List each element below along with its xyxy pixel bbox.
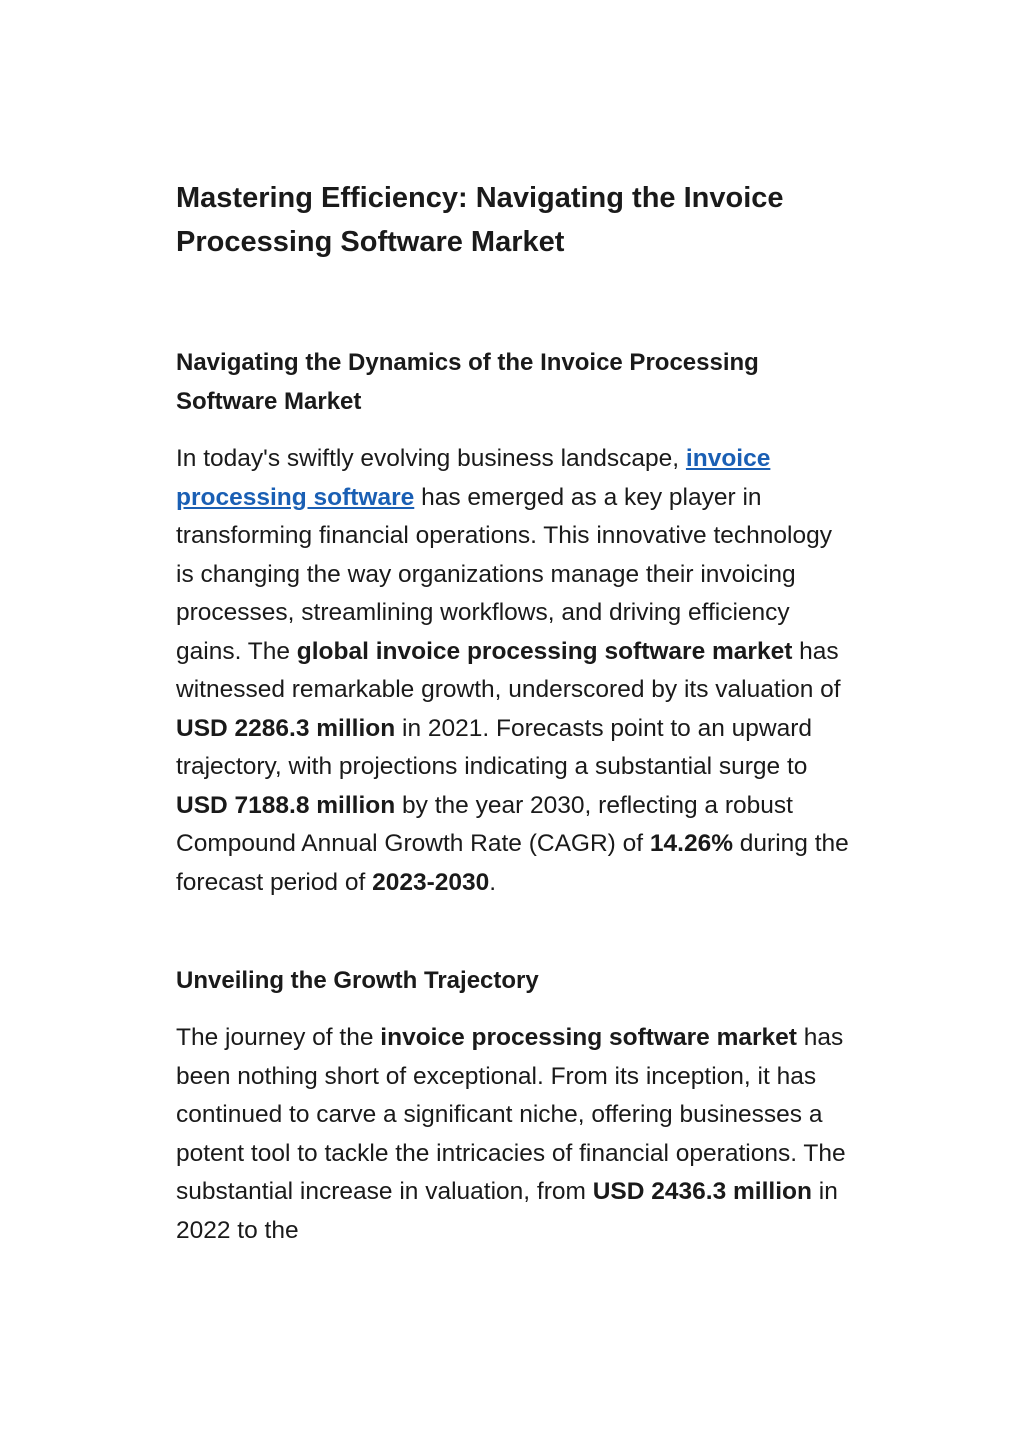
text-run: . [489, 868, 497, 896]
text-run: In today's swiftly evolving business landscape, [176, 445, 686, 472]
bold-market-term: invoice processing software market [380, 1024, 797, 1051]
text-run: during the forecast period of [176, 830, 849, 896]
bold-forecast-period: 2023-2030 [372, 868, 490, 896]
bold-valuation-2021: USD 2286.3 million [176, 714, 396, 742]
text-run: by the year 2030, reflecting a robust Compound Annual Growth Rate (CAGR) of [176, 791, 793, 857]
text-run: has witnessed remarkable growth, underscored by its valuation of [176, 637, 841, 703]
bold-valuation-2030: USD 7188.8 million [176, 791, 396, 819]
document-title: Mastering Efficiency: Navigating the Invoice Processing Software Market [176, 182, 784, 258]
section-heading-growth: Unveiling the Growth Trajectory [176, 967, 539, 994]
text-run: has been nothing short of exceptional. From its inception, it has continued to carve a significant niche, offering businesses a potent tool to tackle the intricacies of financial operations. The substantial increase in valuation, from [176, 1024, 846, 1205]
text-run: in 2021. Forecasts point to an upward trajectory, with projections indicating a substantial surge to [176, 714, 812, 780]
text-run: in 2022 to the [176, 1178, 838, 1244]
bold-market-term: global invoice processing software market [296, 637, 793, 665]
text-run: has emerged as a key player in transforming financial operations. This innovative technology is changing the way organizations manage their invoicing processes, streamlining workflows, and driving efficiency gains. The [176, 483, 832, 665]
paragraph-growth-trajectory [176, 1019, 856, 1250]
paragraph-market-overview [176, 440, 856, 902]
text-run: The journey of the [176, 1024, 381, 1051]
bold-cagr: 14.26% [649, 830, 733, 857]
bold-valuation-2022: USD 2436.3 million [592, 1178, 812, 1205]
invoice-processing-software-link[interactable]: invoice processing software [176, 445, 771, 511]
section-heading-dynamics: Navigating the Dynamics of the Invoice Processing Software Market [176, 349, 759, 415]
